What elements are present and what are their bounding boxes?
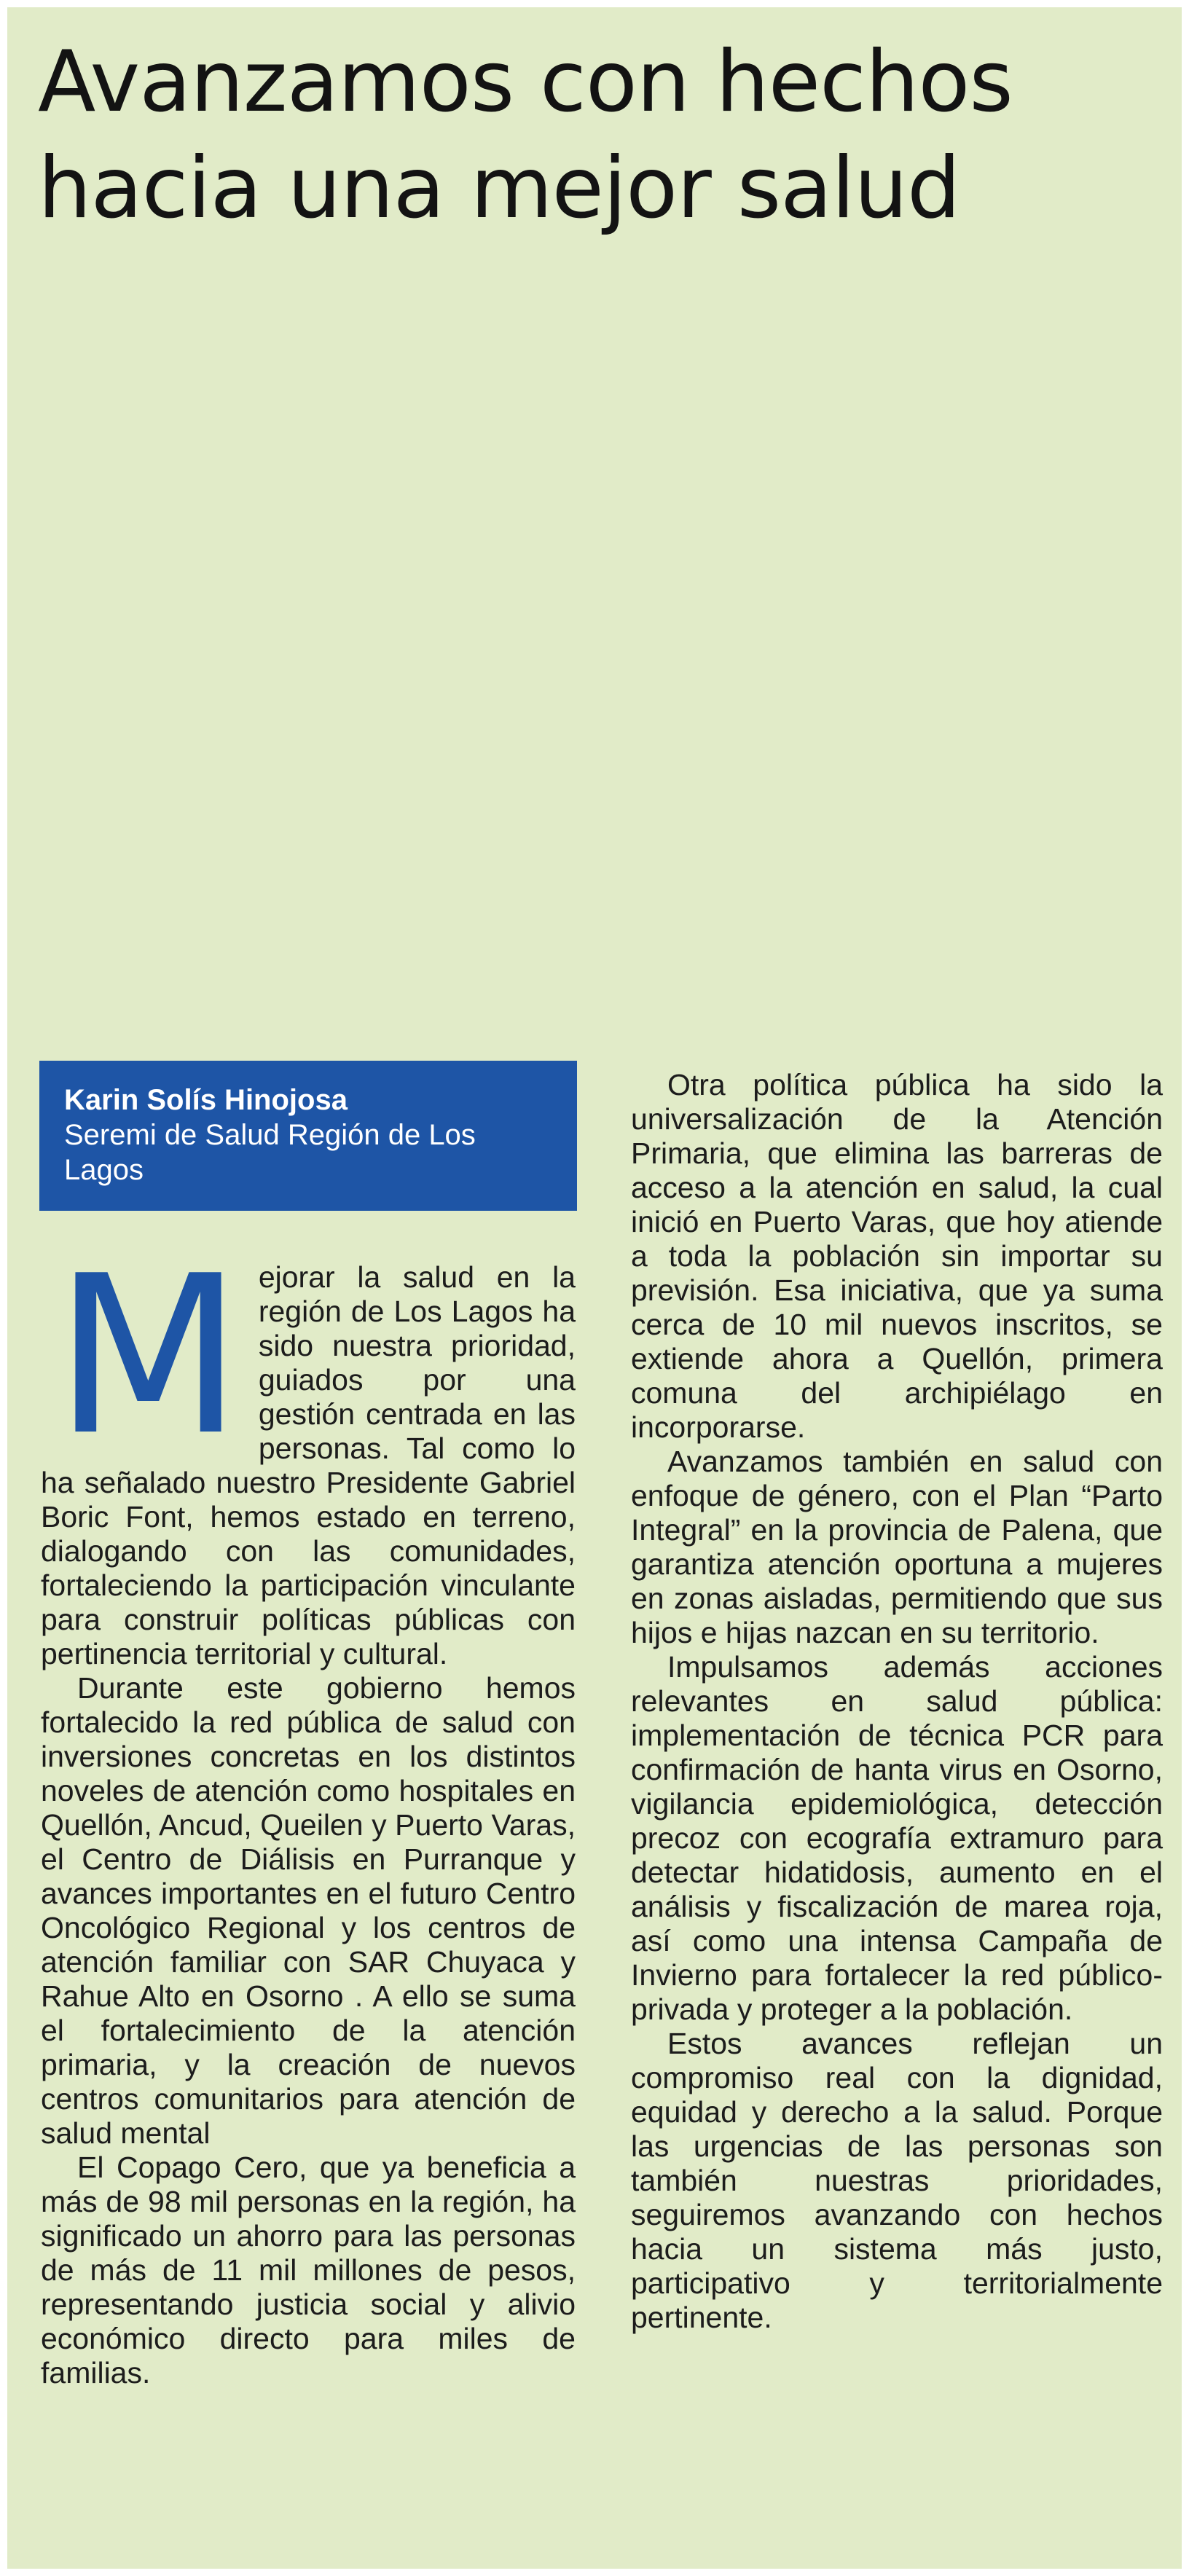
author-box [39, 1061, 577, 1211]
paragraph-1: ejorar la salud en la región de Los Lagos ha sido nuestra prioridad, guiados por una gestión centrada en las personas. Tal como lo ha señalado nuestro Presidente Gabriel Boric Font, hemos estado en terreno, dialogando con las comunidades, fortaleciendo la participación vinculante para construir políticas públicas con pertinencia territorial y cultural. [41, 1260, 576, 1670]
author-name: Karin Solís Hinojosa [64, 1084, 348, 1116]
author-role: Seremi de Salud Región de Los Lagos [64, 1119, 476, 1186]
drop-cap: M [54, 1229, 243, 1483]
paragraph-2: Durante este gobierno hemos fortalecido la red pública de salud con inversiones concretas en los distintos noveles de atención como hospitales en Quellón, Ancud, Queilen y Puerto Varas, el Centro de Diálisis en Purranque y avances importantes en el futuro Centro Oncológico Regional y los centros de atención familiar con SAR Chuyaca y Rahue Alto en Osorno . A ello se suma el fortalecimiento de la atención primaria, y la creación de nuevos centros comunitarios para atención de salud mental [41, 1671, 576, 2150]
paragraph-6: Impulsamos además acciones relevantes en salud pública: implementación de técnica PCR para confirmación de hanta virus en Osorno, vigilancia epidemiológica, detección precoz con ecografía extramuro para detectar hidatidosis, aumento en el análisis y fiscalización de marea roja, así como una intensa Campaña de Invierno para fortalecer la red público-privada y proteger a la población. [631, 1650, 1163, 2026]
paragraph-7: Estos avances reflejan un compromiso real con la dignidad, equidad y derecho a la salud. Porque las urgencias de las personas son también nuestras prioridades, seguiremos avanzando con hechos hacia un sistema más justo, participativo y territorialmente pertinente. [631, 2027, 1163, 2334]
article-headline: Avanzamos con hechos hacia una mejor salud [38, 33, 1013, 237]
paragraph-5: Avanzamos también en salud con enfoque de género, con el Plan “Parto Integral” en la provincia de Palena, que garantiza atención oportuna a mujeres en zonas aisladas, permitiendo que sus hijos e hijas nazcan en su territorio. [631, 1445, 1163, 1649]
left-column [41, 1229, 576, 2390]
article-page [7, 7, 1182, 2569]
right-column [631, 1068, 1163, 2335]
paragraph-4: Otra política pública ha sido la universalización de la Atención Primaria, que elimina las barreras de acceso a la atención en salud, la cual inició en Puerto Varas, que hoy atiende a toda la población sin importar su previsión. Esa iniciativa, que ya suma cerca de 10 mil nuevos inscritos, se extiende ahora a Quellón, primera comuna del archipiélago en incorporarse. [631, 1068, 1163, 1444]
paragraph-3: El Copago Cero, que ya beneficia a más de 98 mil personas en la región, ha significado un ahorro para las personas de más de 11 mil millones de pesos, representando justicia social y alivio económico directo para miles de familias. [41, 2151, 576, 2390]
